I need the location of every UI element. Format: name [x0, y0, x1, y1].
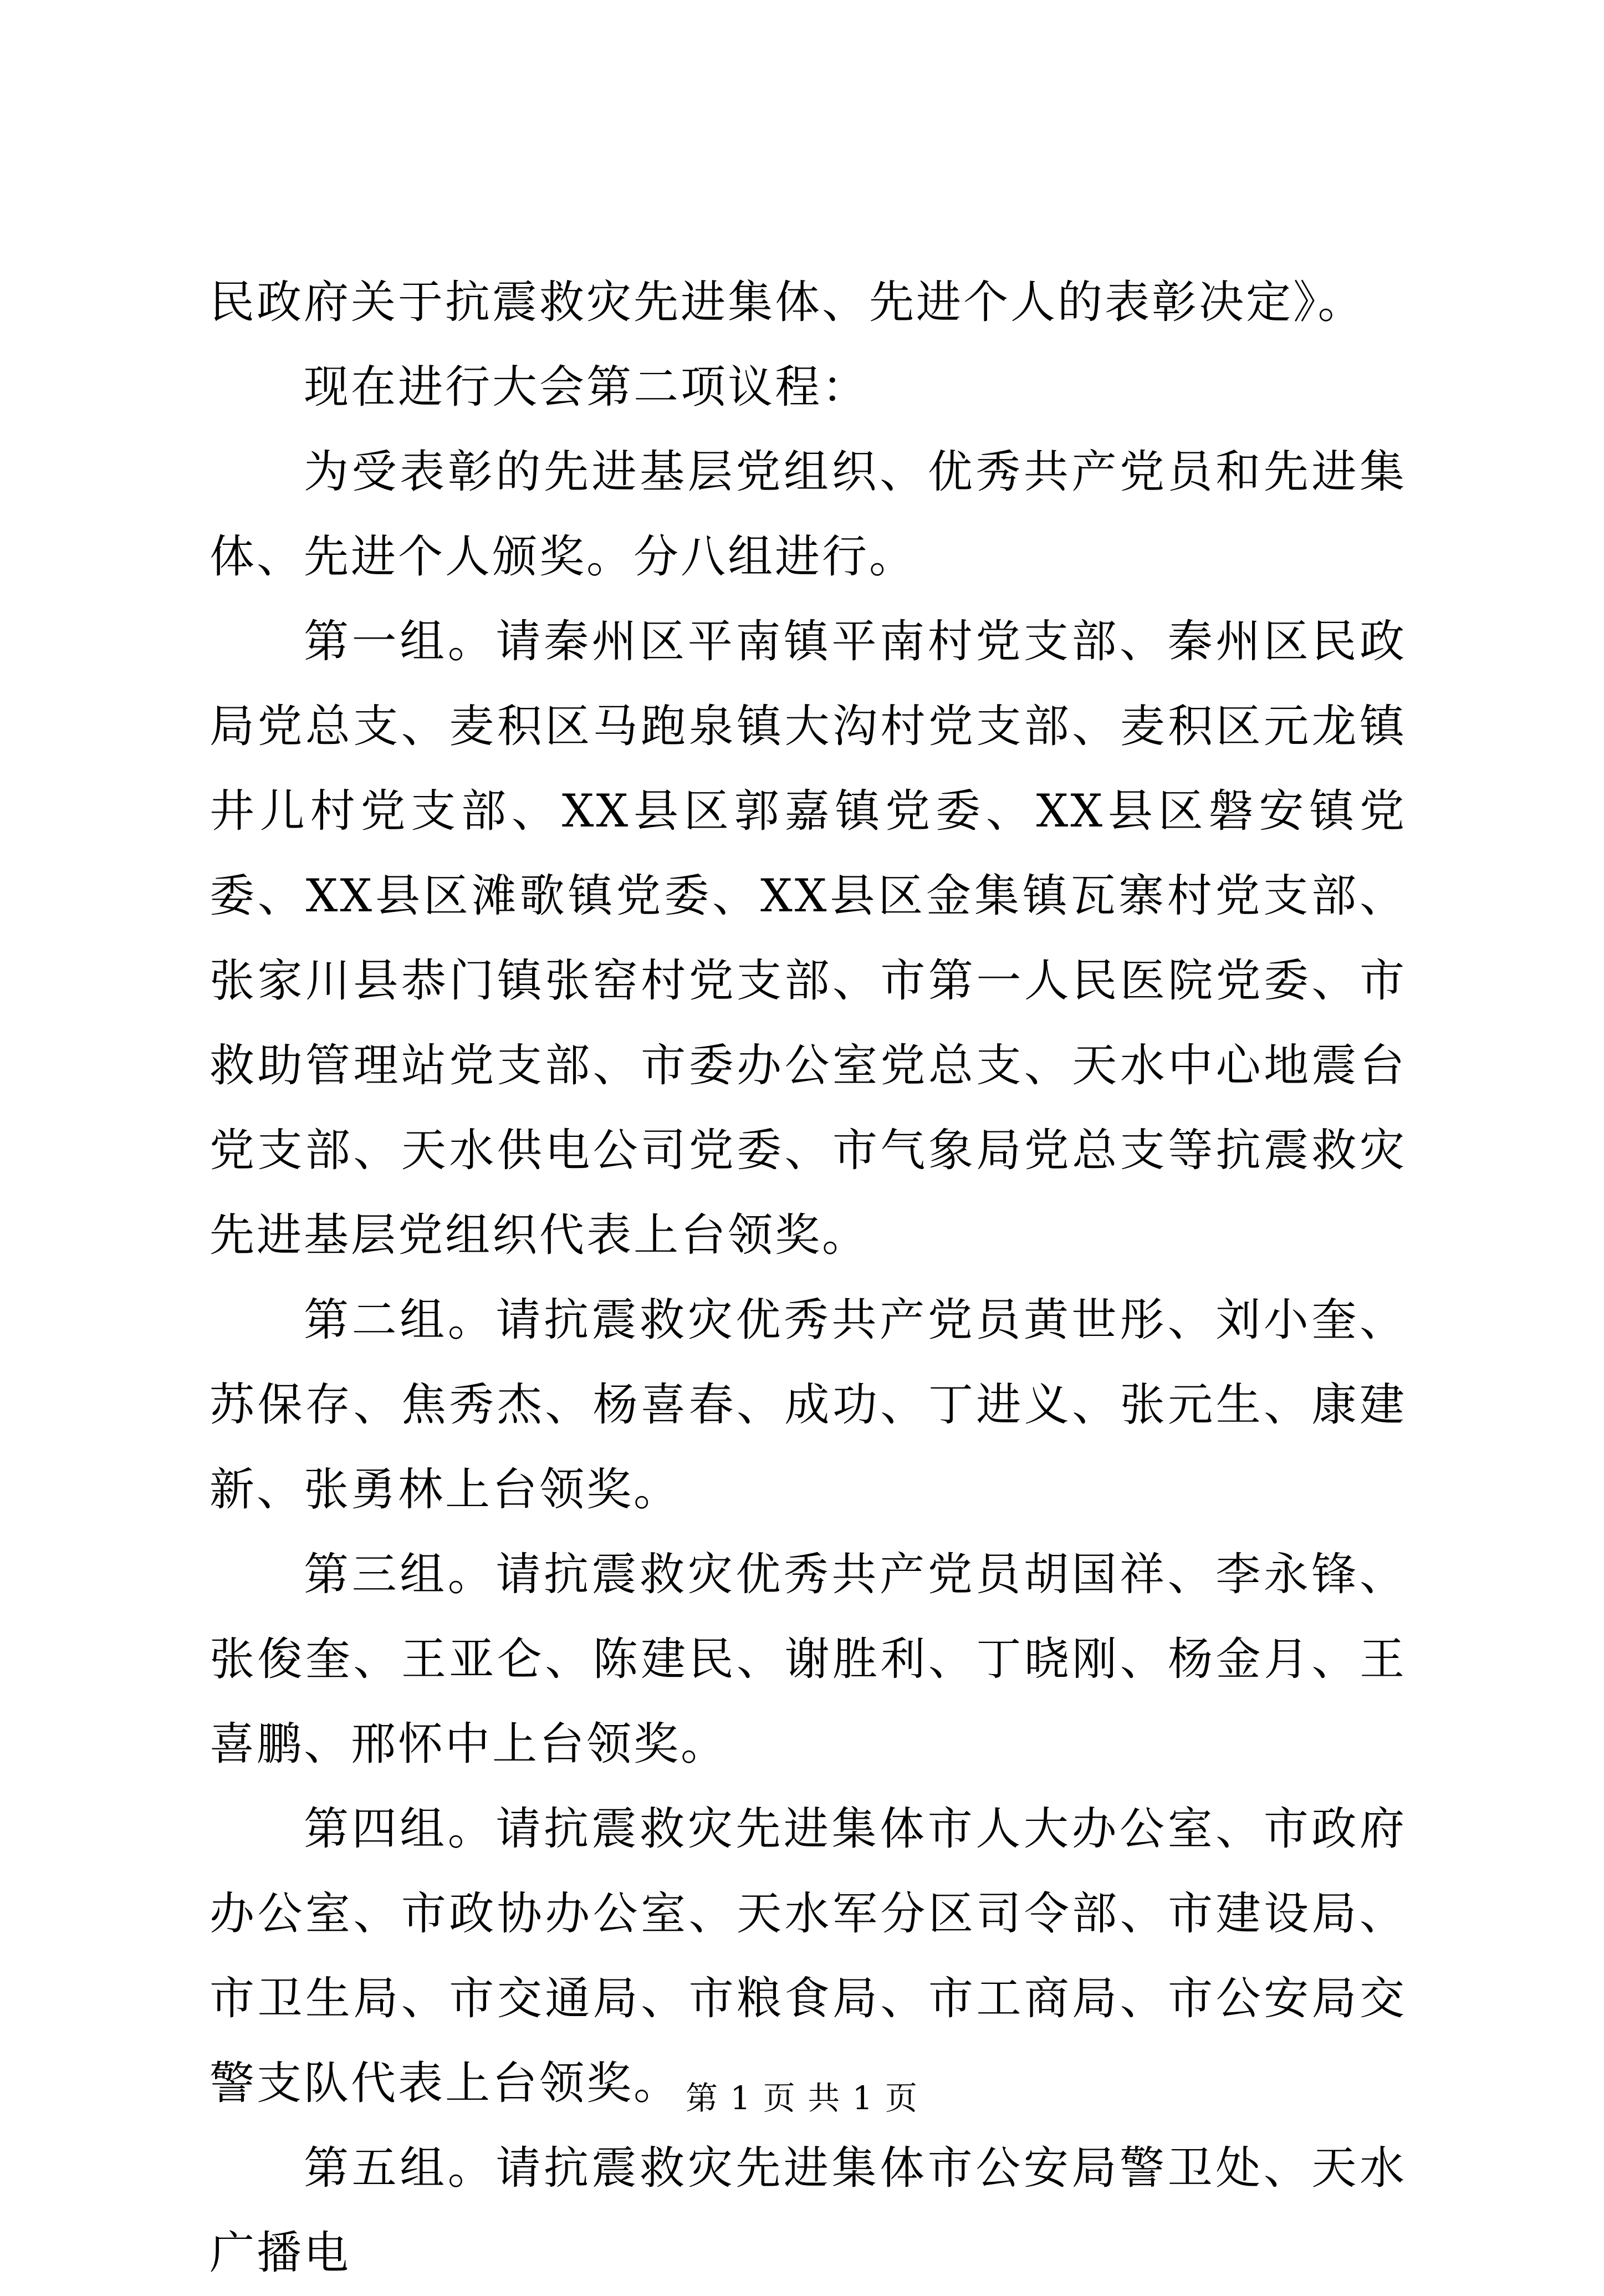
paragraph-agenda-item-two: 现在进行大会第二项议程： — [304, 361, 870, 414]
paragraph-group-one: 第一组。请秦州区平南镇平南村党支部、秦州区民政局党总支、麦积区马跑泉镇大沟村党支部、麦积区元龙镇井儿村党支部、XX县区郭嘉镇党委、XX县区磐安镇党委、XX县区滩歌镇党委、XX县区金集镇瓦寨村党支部、张家川县恭门镇张窑村党支部、市第一人民医院党委、市救助管理站党支部、市委办公室党总支、天水中心地震台党支部、天水供电公司党委、市气象局党总支等抗震救灾先进基层党组织代表上台领奖。 — [210, 616, 1407, 1262]
document-body — [210, 261, 1407, 2296]
paragraph-group-two: 第二组。请抗震救灾优秀共产党员黄世彤、刘小奎、苏保存、焦秀杰、杨喜春、成功、丁进义、张元生、康建新、张勇林上台领奖。 — [210, 1294, 1407, 1516]
paragraph-award-intro: 为受表彰的先进基层党组织、优秀共产党员和先进集体、先进个人颁奖。分八组进行。 — [210, 446, 1407, 583]
paragraph-group-five: 第五组。请抗震救灾先进集体市公安局警卫处、天水广播电 — [210, 2142, 1407, 2279]
page-number-footer: 第 1 页 共 1 页 — [686, 2079, 918, 2117]
paragraph-group-four: 第四组。请抗震救灾先进集体市人大办公室、市政府办公室、市政协办公室、天水军分区司令部、市建设局、市卫生局、市交通局、市粮食局、市工商局、市公安局交警支队代表上台领奖。 — [210, 1803, 1407, 2110]
paragraph-group-three: 第三组。请抗震救灾优秀共产党员胡国祥、李永锋、张俊奎、王亚仑、陈建民、谢胜利、丁晓刚、杨金月、王喜鹏、邢怀中上台领奖。 — [210, 1549, 1407, 1771]
paragraph-continuation: 民政府关于抗震救灾先进集体、先进个人的表彰决定》。 — [210, 277, 1365, 329]
